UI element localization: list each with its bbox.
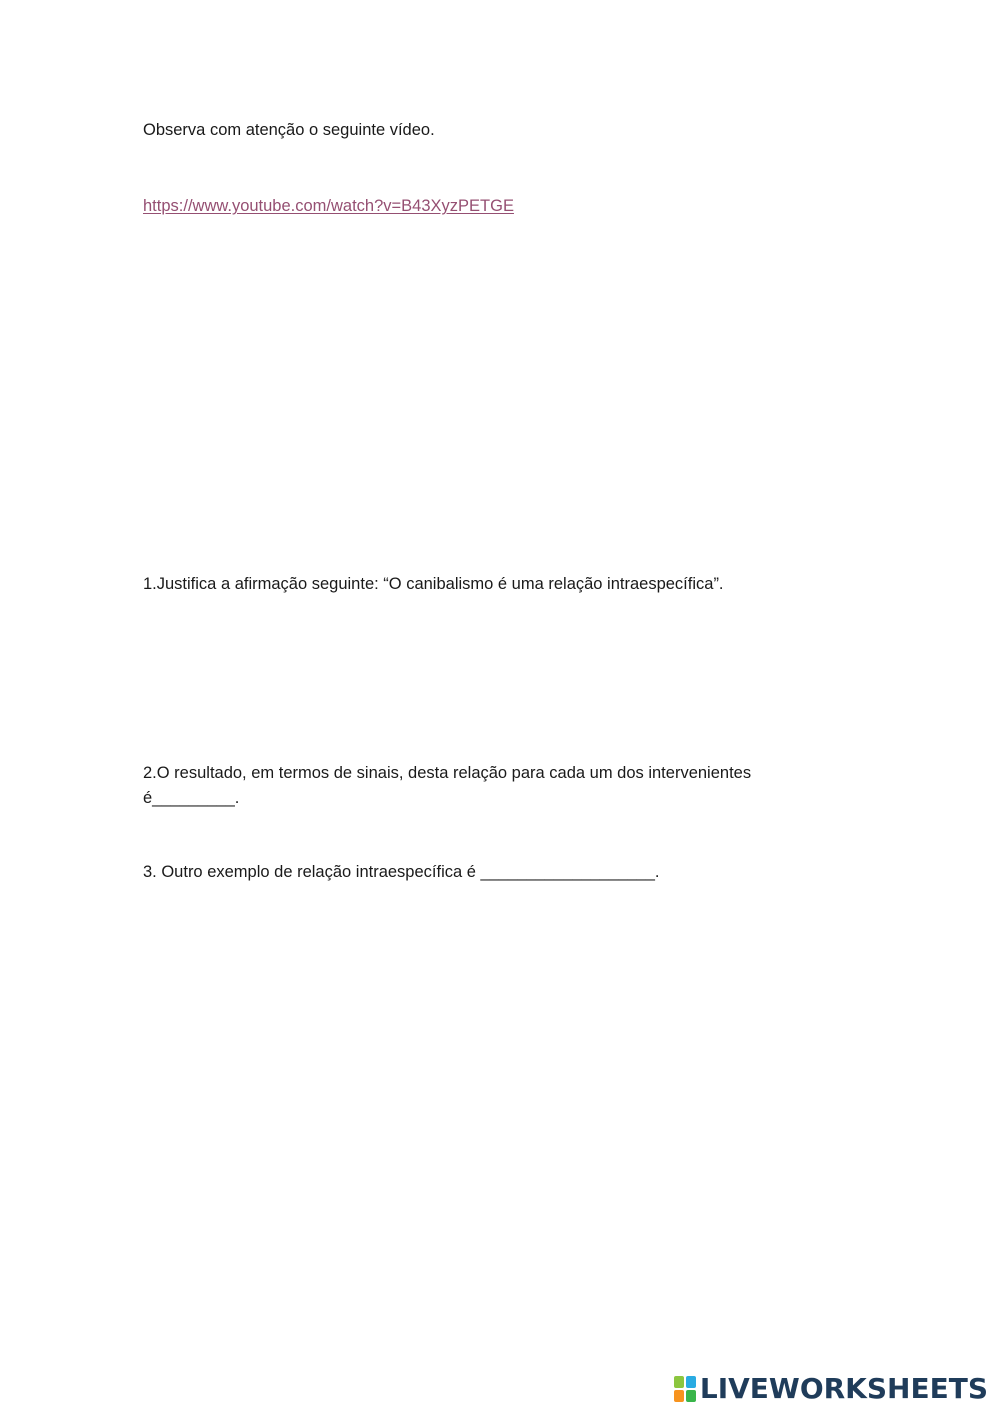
liveworksheets-logo-text: LIVEWORKSHEETS bbox=[699, 1372, 988, 1405]
question-3: 3. Outro exemplo de relação intraespecífica é ___________________. bbox=[143, 863, 660, 881]
question-2: 2.O resultado, em termos de sinais, desta relação para cada um dos intervenientes é_________. bbox=[143, 764, 752, 807]
intro-instruction: Observa com atenção o seguinte vídeo. bbox=[143, 121, 435, 139]
liveworksheets-logo bbox=[674, 1372, 988, 1406]
youtube-video-link[interactable]: https://www.youtube.com/watch?v=B43XyzPETGE bbox=[143, 197, 514, 215]
logo-tile-3 bbox=[674, 1390, 684, 1402]
liveworksheets-logo-icon bbox=[674, 1376, 696, 1402]
logo-tile-2 bbox=[686, 1376, 696, 1388]
logo-tile-1 bbox=[674, 1376, 684, 1388]
question-1: 1.Justifica a afirmação seguinte: “O canibalismo é uma relação intraespecífica”. bbox=[143, 575, 724, 593]
logo-tile-4 bbox=[686, 1390, 696, 1402]
